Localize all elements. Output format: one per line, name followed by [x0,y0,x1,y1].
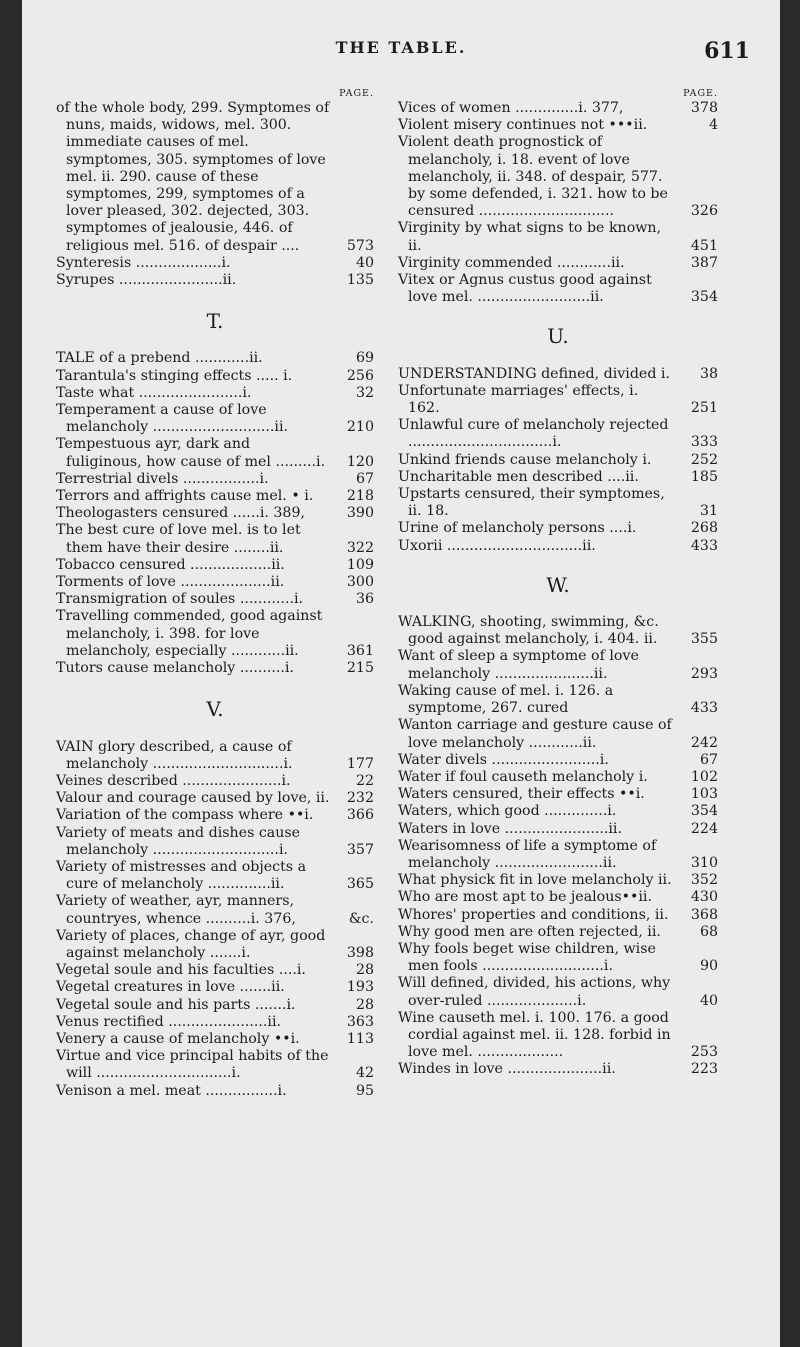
index-entry [398,803,718,820]
entry-page: 378 [690,100,718,116]
index-entry [398,134,718,220]
entry-page: 69 [355,350,374,367]
index-entry [56,807,374,824]
index-entry [56,928,374,962]
entry-page: 361 [346,642,374,659]
entry-page: 31 [699,503,718,520]
index-entry [56,825,374,859]
page-column-label: PAGE. [683,88,718,99]
entry-text: Upstarts censured, their symptomes, ii. 18. [398,486,665,520]
entry-page: 102 [690,768,718,785]
entry-page: 430 [690,889,718,906]
index-entry [398,1061,718,1078]
entry-page: 218 [346,488,374,505]
index-entry [398,417,718,451]
entry-text: Waters in love .......................ii. [398,820,622,837]
index-entry [56,402,374,436]
entry-page: 333 [690,434,718,451]
entry-text: Why good men are often rejected, ii. [398,923,661,940]
entry-text: Terrors and affrights cause mel. • i. [56,488,314,505]
entry-text: Variety of places, change of ayr, good against melancholy .......i. [56,927,326,961]
entry-page: 42 [355,1065,374,1082]
entry-text: Vegetal soule and his parts .......i. [56,996,296,1013]
index-entry [398,220,718,254]
entry-page: 310 [690,854,718,871]
entry-page: 433 [690,537,718,554]
entry-text: Vegetal creatures in love .......ii. [56,979,285,996]
entry-page: 387 [690,254,718,271]
entry-page: 451 [690,237,718,254]
entry-page: 120 [346,453,374,470]
entry-page: 242 [690,734,718,751]
entry-page: 215 [346,660,374,677]
index-entry [398,975,718,1009]
entry-text: What physick fit in love melancholy ii. [398,872,672,889]
entry-text: Violent misery continues not •••ii. [398,117,648,134]
index-entry [56,385,374,402]
index-entry [56,557,374,574]
section-letter-w: W. [546,572,570,597]
entry-text: Virginity commended ............ii. [398,254,625,271]
entry-page: 251 [690,400,718,417]
index-entry [398,117,718,134]
entry-text: Tutors cause melancholy ..........i. [56,660,294,677]
index-entry [56,350,374,367]
entry-page: 300 [346,574,374,591]
entry-text: Uncharitable men described ....ii. [398,468,639,485]
entry-text: Theologasters censured ......i. 389, [56,505,305,522]
entry-text: Variety of weather, ayr, manners, countryes, whence ..........i. 376, [56,893,296,927]
entry-page: 193 [346,979,374,996]
index-entry [56,979,374,996]
index-entry [56,660,374,677]
entry-page: 28 [355,962,374,979]
index-entry [56,100,374,255]
entry-text: Wanton carriage and gesture cause of love melancholy ............ii. [398,717,672,751]
entry-text: Vices of women ..............i. 377, [398,100,624,116]
index-entry [398,1010,718,1062]
index-entry [398,924,718,941]
index-entry [56,522,374,556]
entry-page: 223 [690,1061,718,1078]
entry-page: 95 [355,1082,374,1099]
index-entry [398,717,718,751]
index-entry [398,941,718,975]
index-entry [398,648,718,682]
entry-text: Who are most apt to be jealous••ii. [398,889,652,906]
index-entry [56,255,374,272]
entry-text: Variety of meats and dishes cause melancholy ............................i. [56,824,301,858]
entry-text: WALKING, shooting, swimming, &c. good against melancholy, i. 404. ii. [398,614,659,648]
index-entry [56,505,374,522]
entry-page: 22 [355,772,374,789]
entry-text: Variety of mistresses and objects a cure of melancholy ..............ii. [56,858,307,893]
entry-text: Taste what .......................i. [56,384,252,401]
index-entry [398,520,718,537]
index-entry [56,272,374,289]
entry-text: Virginity by what signs to be known, ii. [398,220,662,254]
entry-text: Tarantula's stinging effects ..... i. [56,367,293,384]
entry-page: 355 [690,631,718,648]
page-number: 611 [704,38,750,64]
index-entry [398,538,718,555]
entry-text: Unfortunate marriages' effects, i. 162. [398,382,639,417]
entry-page: 67 [699,751,718,768]
index-entry [398,272,718,306]
entry-page: 177 [346,755,374,772]
index-entry [56,608,374,660]
index-entry [56,591,374,608]
index-list [56,350,374,677]
entry-page: 268 [690,520,718,537]
entry-text: Unlawful cure of melancholy rejected ................................i. [398,417,669,451]
entry-page: 32 [355,384,374,401]
entry-page: 36 [355,591,374,608]
index-entry [56,790,374,807]
entry-text: Vegetal soule and his faculties ....i. [56,962,306,979]
index-list [398,366,718,555]
entry-text: Venus rectified ......................ii. [56,1013,282,1030]
entry-text: Virtue and vice principal habits of the will ..............................i. [56,1048,329,1082]
index-entry [56,436,374,470]
section-letter-u: U. [547,324,569,349]
entry-text: Wine causeth mel. i. 100. 176. a good cordial against mel. ii. 128. forbid in love mel. ................... [398,1009,671,1061]
entry-page: 103 [690,786,718,803]
entry-text: Tobacco censured ..................ii. [56,556,285,573]
index-entry [56,368,374,385]
entry-text: Waters censured, their effects ••i. [398,786,645,803]
entry-page: 253 [690,1044,718,1061]
entry-text: Vitex or Agnus custus good against love mel. .........................ii. [398,272,652,306]
entry-page: 232 [346,790,374,807]
entry-page: 38 [699,365,718,382]
entry-page: 366 [346,807,374,824]
entry-page: 40 [699,992,718,1009]
index-entry [398,452,718,469]
index-entry [56,893,374,927]
entry-page: 357 [346,841,374,858]
entry-page: 293 [690,665,718,682]
index-entry [56,962,374,979]
entry-page: 573 [346,237,374,254]
entry-text: Temperament a cause of love melancholy ...........................ii. [56,402,289,436]
index-list [56,739,374,1100]
index-entry [398,821,718,838]
index-entry [398,614,718,648]
entry-page: 135 [346,272,374,289]
entry-page: 210 [346,419,374,436]
entry-text: Water divels ........................i. [398,751,609,768]
index-entry [398,255,718,272]
entry-text: Water if foul causeth melancholy i. [398,768,648,785]
entry-page: 224 [690,820,718,837]
index-entry [398,907,718,924]
entry-page: 185 [690,468,718,485]
entry-text: Veines described ......................i. [56,772,291,789]
right-column [398,88,718,1079]
index-entry [398,872,718,889]
entry-text: Terrestrial divels .................i. [56,470,269,487]
entry-page: 433 [690,700,718,717]
entry-text: Want of sleep a symptome of love melancholy ......................ii. [398,648,639,682]
entry-text: Syrupes .......................ii. [56,272,237,289]
index-entry [398,683,718,717]
index-entry [56,488,374,505]
entry-text: Venery a cause of melancholy ••i. [56,1030,300,1047]
entry-text: UNDERSTANDING defined, divided i. [398,365,670,382]
entry-page: 109 [346,556,374,573]
index-entry [398,752,718,769]
index-list [398,100,718,306]
index-entry [56,574,374,591]
entry-page: 354 [690,289,718,306]
index-entry [56,1083,374,1100]
index-entry [398,838,718,872]
index-entry [398,100,718,117]
left-column [56,88,374,1100]
section-letter-v: V. [206,697,224,722]
entry-text: Tempestuous ayr, dark and fuliginous, how cause of mel .........i. [56,436,326,470]
entry-page: 28 [355,996,374,1013]
entry-page: 67 [355,470,374,487]
entry-page: 352 [690,872,718,889]
entry-text: Windes in love .....................ii. [398,1061,616,1078]
index-entry [56,997,374,1014]
page-column-label: PAGE. [339,88,374,99]
entry-page: 390 [346,505,374,522]
running-head: THE TABLE. [335,38,467,57]
entry-text: Uxorii ..............................ii. [398,537,596,554]
index-entry [56,471,374,488]
entry-text: The best cure of love mel. is to let them have their desire ........ii. [56,522,301,556]
entry-page: 368 [690,906,718,923]
entry-page: 326 [690,203,718,220]
entry-page: 40 [355,254,374,271]
entry-page: 363 [346,1013,374,1030]
entry-text: Waking cause of mel. i. 126. a symptome, 267. cured [398,682,614,717]
index-list [398,614,718,1078]
entry-text: of the whole body, 299. Symptomes of nuns, maids, widows, mel. 300. immediate causes of mel. symptomes, 305. symptomes of love mel. ii. 290. cause of these symptomes, 299, symptomes of a lover pleased, 302. dejected, 303. symptomes of jealousie, 446. of religious mel. 516. of despair .... [56,100,330,254]
index-list [56,100,374,289]
index-entry [56,739,374,773]
entry-page: 365 [346,876,374,893]
entry-page: 113 [346,1030,374,1047]
entry-text: Will defined, divided, his actions, why over-ruled ....................i. [398,975,671,1009]
index-entry [56,773,374,790]
section-letter-t: T. [206,309,224,334]
entry-page: 68 [699,923,718,940]
book-page [22,0,780,1347]
entry-page: 354 [690,803,718,820]
entry-text: Violent death prognostick of melancholy, i. 18. event of love melancholy, ii. 348. of despair, 577. by some defended, i. 321. how to be censured .............................. [398,134,668,220]
entry-page: 256 [346,367,374,384]
index-entry [56,1031,374,1048]
entry-text: Why fools beget wise children, wise men fools ...........................i. [398,940,656,975]
index-entry [398,769,718,786]
index-entry [56,1048,374,1082]
index-entry [56,859,374,893]
entry-text: Venison a mel. meat ................i. [56,1082,287,1099]
entry-text: Valour and courage caused by love, ii. [56,790,330,807]
entry-page: 252 [690,451,718,468]
entry-text: VAIN glory described, a cause of melancholy .............................i. [56,738,293,772]
index-entry [56,1014,374,1031]
entry-text: Synteresis ...................i. [56,254,231,271]
entry-text: Wearisomness of life a symptome of melancholy ........................ii. [398,837,657,871]
entry-page: 90 [699,958,718,975]
entry-text: Unkind friends cause melancholy i. [398,451,652,468]
index-entry [398,786,718,803]
index-entry [398,486,718,520]
entry-text: Waters, which good ..............i. [398,803,617,820]
entry-page: 322 [346,539,374,556]
entry-text: Whores' properties and conditions, ii. [398,906,669,923]
entry-text: Transmigration of soules ............i. [56,591,304,608]
index-entry [398,383,718,417]
entry-page: &c. [348,910,374,927]
entry-text: Variation of the compass where ••i. [56,807,314,824]
index-entry [398,469,718,486]
index-entry [398,366,718,383]
entry-text: TALE of a prebend ............ii. [56,350,263,367]
entry-page: 398 [346,944,374,961]
index-entry [398,889,718,906]
entry-page: 4 [708,117,718,134]
entry-text: Torments of love ....................ii. [56,574,285,591]
entry-text: Urine of melancholy persons ....i. [398,520,637,537]
entry-text: Travelling commended, good against melancholy, i. 398. for love melancholy, especially ............ii. [56,608,323,659]
